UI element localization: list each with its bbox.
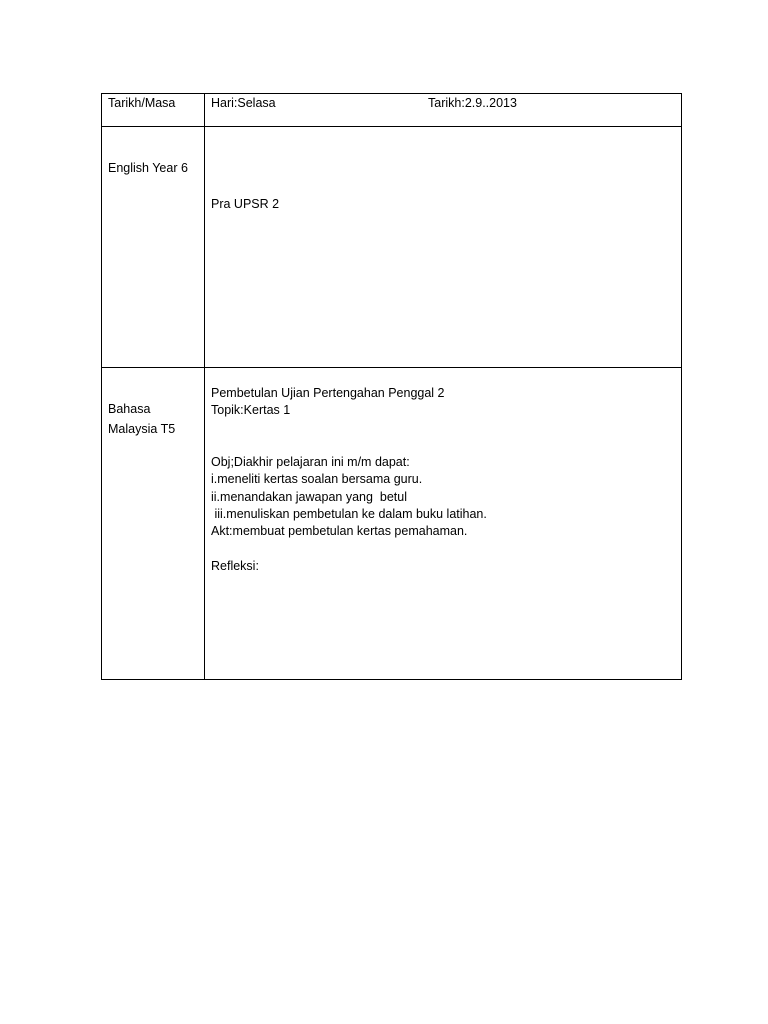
lesson-reflection: Refleksi: <box>211 559 259 573</box>
english-row <box>102 127 682 368</box>
bahasa-content-cell <box>205 368 682 680</box>
lesson-objective-item-2: ii.menandakan jawapan yang betul <box>211 489 407 504</box>
bahasa-subject-line2: Malaysia T5 <box>108 422 176 436</box>
bahasa-row <box>102 368 682 680</box>
lesson-topic: Topik:Kertas 1 <box>211 403 291 418</box>
lesson-title: Pembetulan Ujian Pertengahan Penggal 2 <box>211 386 445 400</box>
lesson-objective-item-3: iii.menuliskan pembetulan ke dalam buku latihan. <box>211 506 487 521</box>
bahasa-lesson-block-1 <box>211 385 445 420</box>
english-content-cell <box>205 127 682 368</box>
lesson-objective-item-1: i.meneliti kertas soalan bersama guru. <box>211 472 423 487</box>
date-text: Tarikh:2.9..2013 <box>428 96 517 110</box>
lesson-activity: Akt:membuat pembetulan kertas pemahaman. <box>211 524 468 539</box>
header-label-cell <box>102 94 205 127</box>
english-content: Pra UPSR 2 <box>211 197 280 211</box>
bahasa-lesson-block-2 <box>211 454 487 540</box>
lesson-plan-table <box>101 93 682 680</box>
header-info-cell <box>205 94 682 127</box>
english-subject: English Year 6 <box>108 161 188 175</box>
lesson-objective: Obj;Diakhir pelajaran ini m/m dapat: <box>211 455 410 469</box>
header-label: Tarikh/Masa <box>108 96 176 110</box>
header-row <box>102 94 682 127</box>
bahasa-subject-cell <box>102 368 205 680</box>
day-text: Hari:Selasa <box>211 96 276 110</box>
english-subject-cell <box>102 127 205 368</box>
bahasa-subject-line1: Bahasa <box>108 402 151 416</box>
